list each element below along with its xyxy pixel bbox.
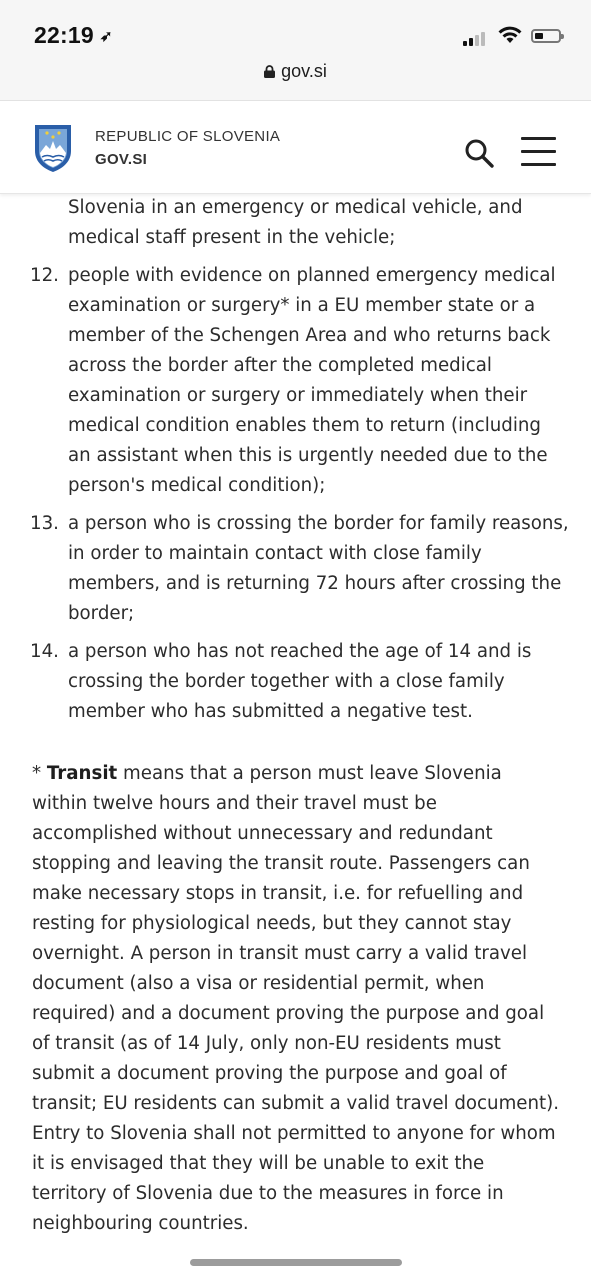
slovenia-crest-logo[interactable]	[33, 123, 73, 173]
location-arrow-icon: ➶	[99, 28, 113, 45]
list-item-text: a person who is crossing the border for family reasons, in order to maintain contact with close family members, and is returning 72 hours after crossing the border;	[68, 513, 569, 624]
cellular-signal-icon	[463, 30, 491, 46]
url-text: gov.si	[281, 61, 327, 81]
hamburger-menu-icon[interactable]	[519, 134, 559, 170]
list-item	[0, 261, 591, 501]
list-item-number: 12.	[30, 265, 59, 286]
search-icon[interactable]	[463, 137, 497, 171]
article-content	[0, 193, 591, 1263]
footnote-marker: *	[32, 763, 42, 784]
list-item	[0, 637, 591, 727]
list-item-text: Slovenia in an emergency or medical vehicle, and medical staff present in the vehicle;	[68, 197, 523, 248]
battery-icon	[531, 29, 561, 43]
browser-status-bar	[0, 0, 591, 101]
site-header	[0, 101, 591, 194]
brand-name[interactable]: REPUBLIC OF SLOVENIA	[95, 128, 281, 145]
address-bar[interactable]	[0, 61, 591, 82]
list-item-text: a person who has not reached the age of 14 and is crossing the border together with a close family member who has submitted a negative test.	[68, 641, 532, 722]
lock-icon	[264, 62, 275, 75]
footnote-text: means that a person must leave Slovenia within twelve hours and their travel must be accomplished without unnecessary and redundant stopping and leaving the transit route. Passengers can make necessary stops in transit, i.e. for refuelling and resting for physiological needs, but they cannot stay overnight. A person in transit must carry a valid travel document (also a visa or residential permit, when required) and a document proving the purpose and goal of transit (as of 14 July, only non-EU residents must submit a document proving the purpose and goal of transit; EU residents can submit a valid travel document). Entry to Slovenia shall not permitted to anyone for whom it is envisaged that they will be unable to exit the territory of Slovenia due to the measures in force in neighbouring countries.	[32, 763, 560, 1234]
brand-domain[interactable]: GOV.SI	[95, 151, 148, 168]
time-text: 22:19	[34, 22, 94, 48]
footnote-term: Transit	[46, 763, 118, 784]
wifi-icon	[497, 25, 523, 45]
list-item-number: 13.	[30, 513, 59, 534]
list-item-number: 14.	[30, 641, 59, 662]
list-item	[0, 509, 591, 629]
transit-footnote	[32, 759, 562, 1239]
status-time	[34, 22, 113, 49]
home-indicator[interactable]	[190, 1259, 402, 1266]
list-item-continuation	[0, 193, 591, 253]
list-item-text: people with evidence on planned emergency medical examination or surgery* in a EU member state or a member of the Schengen Area and who returns back across the border after the completed medical examination or surgery or immediately when their medical condition enables them to return (including an assistant when this is urgently needed due to the person's medical condition);	[68, 265, 556, 496]
entry-exception-list	[0, 193, 591, 735]
